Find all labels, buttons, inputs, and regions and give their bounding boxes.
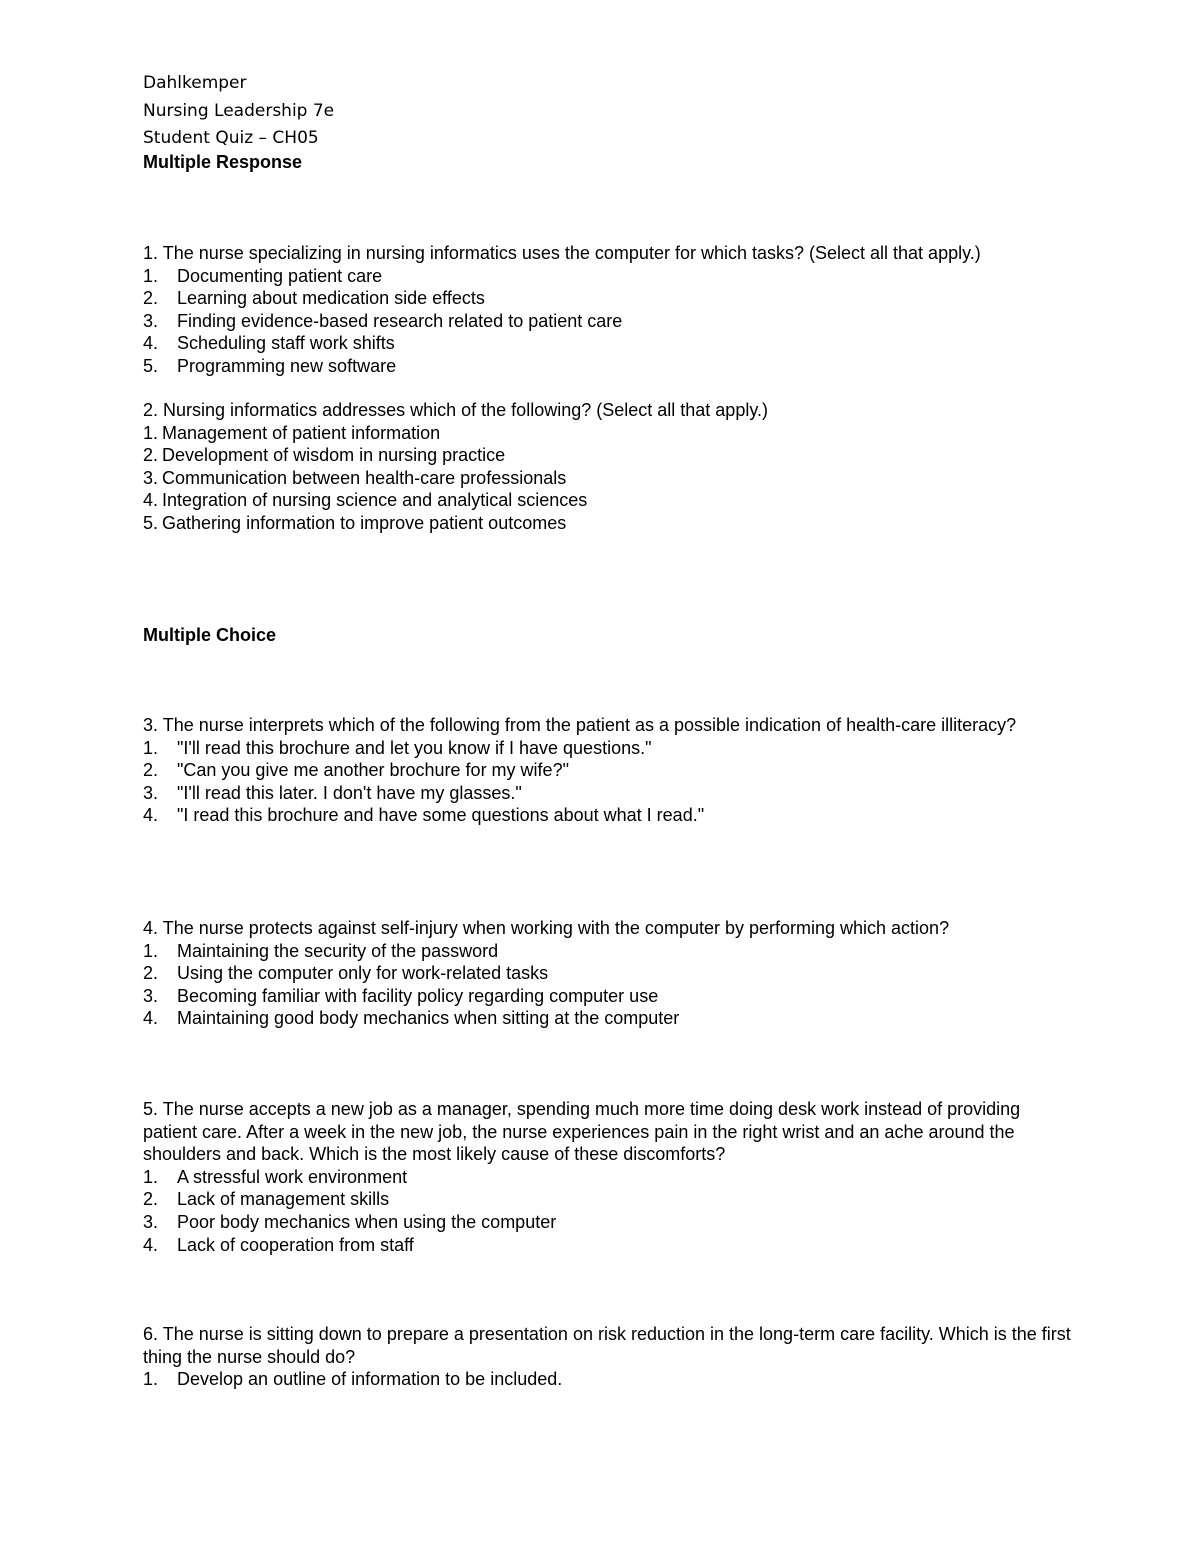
question-text: 4. The nurse protects against self-injury when working with the computer by performing which action? xyxy=(143,918,950,938)
answer-option: 2. "Can you give me another brochure for my wife?" xyxy=(143,760,569,781)
question-4 xyxy=(143,917,1073,1030)
answer-option: 2. Development of wisdom in nursing practice xyxy=(143,445,506,466)
question-text: 5. The nurse accepts a new job as a manager, spending much more time doing desk work instead of providing patient care. After a week in the new job, the nurse experiences pain in the right wrist and an ache around the shoulders and back. Which is the most likely cause of these discomforts? xyxy=(143,1099,1021,1165)
answer-option: 1. Documenting patient care xyxy=(143,265,383,286)
question-text: 3. The nurse interprets which of the following from the patient as a possible indication of health-care illiteracy? xyxy=(143,715,1017,735)
answer-option: 4. Integration of nursing science and analytical sciences xyxy=(143,490,588,511)
book-title: Nursing Leadership 7e xyxy=(143,101,335,121)
question-5 xyxy=(143,1098,1073,1256)
question-text: 1. The nurse specializing in nursing informatics uses the computer for which tasks? (Select all that apply.) xyxy=(143,243,981,263)
answer-option: 1. Develop an outline of information to be included. xyxy=(143,1369,563,1390)
question-3 xyxy=(143,714,1073,827)
answer-option: 1. A stressful work environment xyxy=(143,1166,408,1187)
question-text: 6. The nurse is sitting down to prepare a presentation on risk reduction in the long-term care facility. Which is the first thing the nurse should do? xyxy=(143,1324,1071,1367)
answer-option: 3. Finding evidence-based research related to patient care xyxy=(143,310,623,331)
question-text: 2. Nursing informatics addresses which of the following? (Select all that apply.) xyxy=(143,400,768,420)
answer-option: 3. Becoming familiar with facility policy regarding computer use xyxy=(143,985,659,1006)
question-6 xyxy=(143,1323,1073,1391)
answer-option: 4. "I read this brochure and have some questions about what I read." xyxy=(143,805,705,826)
answer-option: 5. Programming new software xyxy=(143,355,397,376)
section-multiple-response: Multiple Response xyxy=(143,152,303,172)
answer-option: 1. Maintaining the security of the password xyxy=(143,940,499,961)
question-2 xyxy=(143,399,1073,535)
section-multiple-choice: Multiple Choice xyxy=(143,625,277,645)
answer-option: 2. Lack of management skills xyxy=(143,1189,390,1210)
answer-option: 1. "I'll read this brochure and let you know if I have questions." xyxy=(143,737,652,758)
answer-option: 4. Lack of cooperation from staff xyxy=(143,1234,414,1255)
answer-option: 2. Learning about medication side effects xyxy=(143,288,485,309)
answer-option: 3. Communication between health-care professionals xyxy=(143,467,567,488)
answer-option: 2. Using the computer only for work-related tasks xyxy=(143,963,549,984)
question-1 xyxy=(143,242,1073,378)
answer-option: 1. Management of patient information xyxy=(143,422,441,443)
quiz-title: Student Quiz – CH05 xyxy=(143,128,319,148)
answer-option: 3. "I'll read this later. I don't have my glasses." xyxy=(143,782,522,803)
author-name: Dahlkemper xyxy=(143,73,247,93)
answer-option: 4. Maintaining good body mechanics when sitting at the computer xyxy=(143,1008,680,1029)
answer-option: 3. Poor body mechanics when using the computer xyxy=(143,1211,557,1232)
answer-option: 5. Gathering information to improve patient outcomes xyxy=(143,512,567,533)
answer-option: 4. Scheduling staff work shifts xyxy=(143,333,395,354)
